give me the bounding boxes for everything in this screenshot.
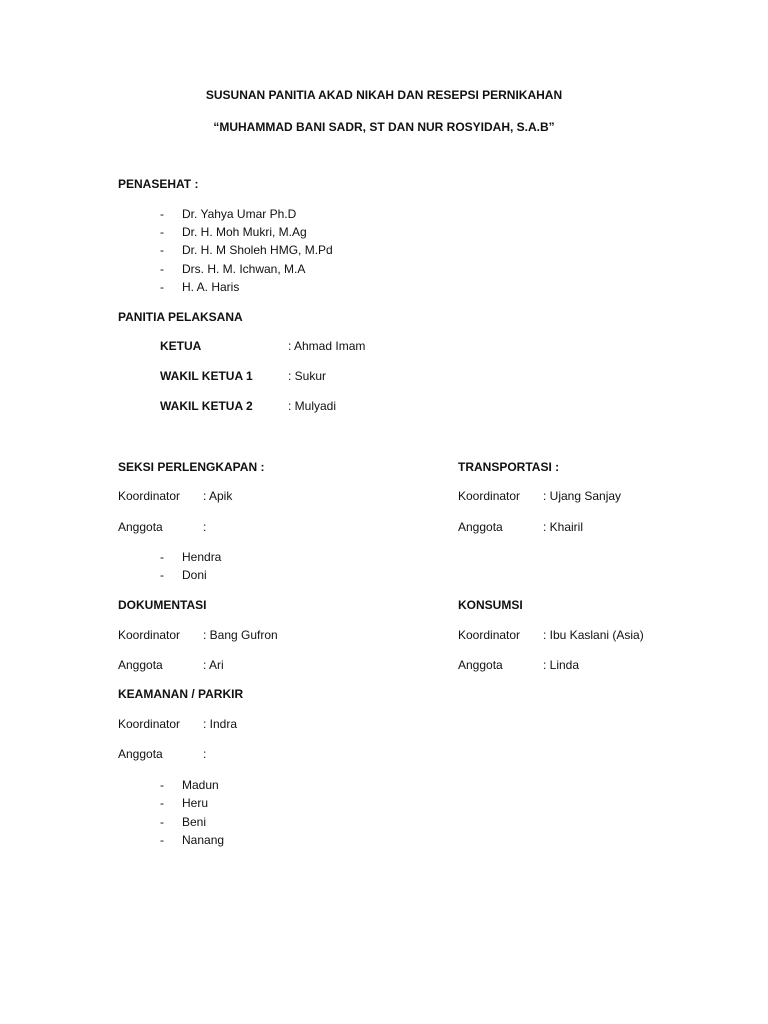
penasehat-member: Dr. H. Moh Mukri, M.Ag <box>182 225 307 239</box>
bullet: - <box>160 796 164 810</box>
anggota-label: Anggota <box>118 658 163 672</box>
role-label: WAKIL KETUA 1 <box>160 369 253 383</box>
transportasi-heading: TRANSPORTASI : <box>458 460 560 474</box>
bullet: - <box>160 262 164 276</box>
koordinator-value: : Bang Gufron <box>203 628 278 642</box>
bullet: - <box>160 815 164 829</box>
anggota-value: : Linda <box>543 658 580 672</box>
koordinator-label: Koordinator <box>118 489 181 503</box>
role-label: KETUA <box>160 339 202 353</box>
penasehat-member: H. A. Haris <box>182 280 240 294</box>
penasehat-heading: PENASEHAT : <box>118 177 199 191</box>
anggota-label: Anggota <box>118 747 163 761</box>
role-label: WAKIL KETUA 2 <box>160 399 253 413</box>
seksi-perlengkapan-heading: SEKSI PERLENGKAPAN : <box>118 460 265 474</box>
bullet: - <box>160 568 164 582</box>
keamanan-parkir-heading: KEAMANAN / PARKIR <box>118 687 244 701</box>
koordinator-value: : Ibu Kaslani (Asia) <box>543 628 644 642</box>
anggota-label: Anggota <box>458 520 503 534</box>
role-value: : Mulyadi <box>288 399 337 413</box>
bullet: - <box>160 243 164 257</box>
penasehat-member: Dr. H. M Sholeh HMG, M.Pd <box>182 243 333 257</box>
anggota-label: Anggota <box>118 520 163 534</box>
member-name: Heru <box>182 796 209 810</box>
dokumentasi-heading: DOKUMENTASI <box>118 598 207 612</box>
bullet: - <box>160 550 164 564</box>
bullet: - <box>160 207 164 221</box>
penasehat-member: Dr. Yahya Umar Ph.D <box>182 207 297 221</box>
koordinator-value: : Apik <box>203 489 233 503</box>
couple-names: “MUHAMMAD BANI SADR, ST DAN NUR ROSYIDAH, S.A.B” <box>213 120 555 134</box>
koordinator-label: Koordinator <box>118 717 181 731</box>
member-name: Madun <box>182 778 219 792</box>
bullet: - <box>160 833 164 847</box>
bullet: - <box>160 280 164 294</box>
koordinator-label: Koordinator <box>118 628 181 642</box>
role-value: : Ahmad Imam <box>288 339 366 353</box>
member-name: Nanang <box>182 833 225 847</box>
member-name: Doni <box>182 568 207 582</box>
koordinator-label: Koordinator <box>458 628 521 642</box>
member-name: Hendra <box>182 550 222 564</box>
bullet: - <box>160 778 164 792</box>
bullet: - <box>160 225 164 239</box>
konsumsi-heading: KONSUMSI <box>458 598 523 612</box>
document-title: SUSUNAN PANITIA AKAD NIKAH DAN RESEPSI PERNIKAHAN <box>205 88 563 102</box>
anggota-value: : Khairil <box>543 520 584 534</box>
anggota-value: : Ari <box>203 658 224 672</box>
anggota-value: : <box>203 520 207 534</box>
koordinator-value: : Indra <box>203 717 238 731</box>
role-value: : Sukur <box>288 369 327 383</box>
anggota-label: Anggota <box>458 658 503 672</box>
koordinator-value: : Ujang Sanjay <box>543 489 622 503</box>
anggota-value: : <box>203 747 207 761</box>
penasehat-member: Drs. H. M. Ichwan, M.A <box>182 262 306 276</box>
member-name: Beni <box>182 815 207 829</box>
koordinator-label: Koordinator <box>458 489 521 503</box>
panitia-pelaksana-heading: PANITIA PELAKSANA <box>118 310 243 324</box>
